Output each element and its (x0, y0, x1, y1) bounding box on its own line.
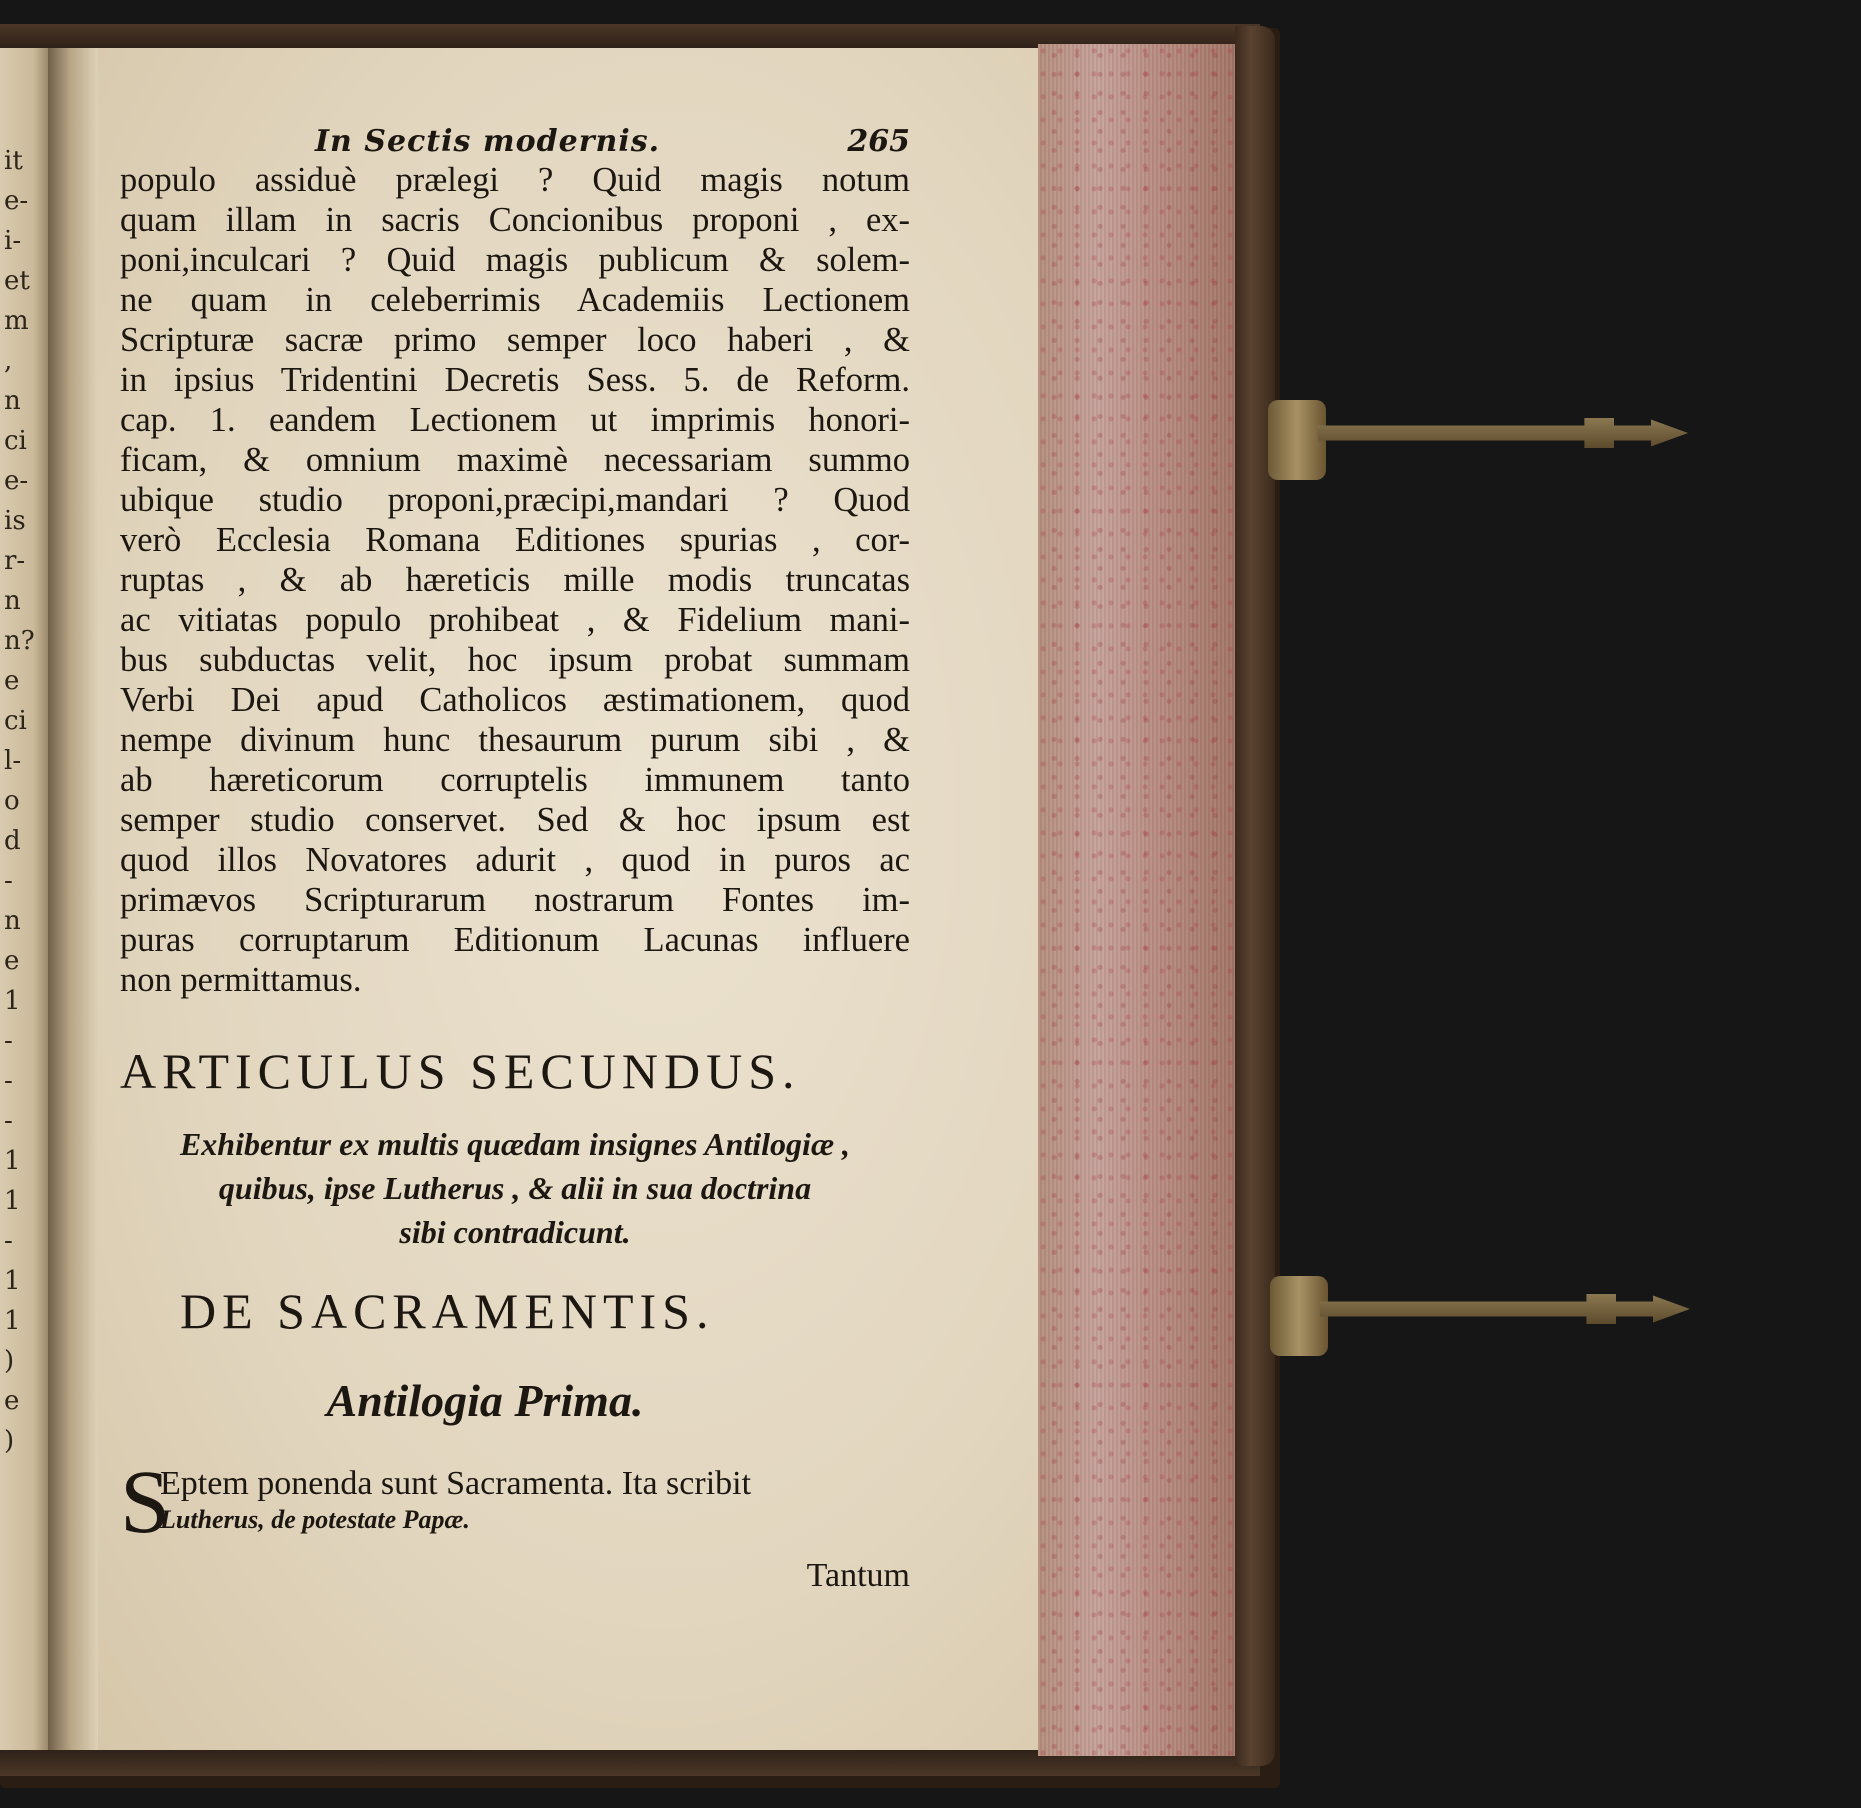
facing-page-fragment: n (4, 906, 21, 936)
article-heading: ARTICULUS SECUNDUS. (120, 1043, 801, 1099)
facing-page-fragment: e (4, 666, 20, 696)
catchword: Tantum (806, 1557, 910, 1594)
subtitle-line: quibus, ipse Lutherus , & alii in sua doctrina (218, 1170, 812, 1206)
running-head (120, 96, 910, 160)
body-line: populo assiduè prælegi ? Quid magis notum (120, 161, 910, 199)
facing-page-fragment: - (4, 1026, 13, 1056)
facing-page-fragment: l- (4, 746, 22, 776)
article-subtitle (120, 1122, 910, 1254)
clasp-bar-icon (1318, 418, 1688, 448)
facing-page-fragment: e (4, 946, 20, 976)
body-line: nempe divinum hunc thesaurum purum sibi , & (120, 721, 910, 759)
body-line: ab hæreticorum corruptelis immunem tanto (120, 761, 910, 799)
facing-page-fragment: o (4, 786, 20, 816)
opening-paragraph (120, 1453, 910, 1552)
facing-page-fragment: d (4, 826, 21, 856)
facing-page-fragment: et (4, 266, 30, 296)
facing-page-left (0, 48, 48, 1750)
page-fore-edge (1038, 44, 1238, 1756)
body-paragraph (120, 160, 910, 1000)
running-title: In Sectis modernis. (315, 124, 661, 159)
subtitle-line: Exhibentur ex multis quædam insignes Antilogiæ , (179, 1126, 851, 1162)
facing-page-fragment: - (4, 1226, 13, 1256)
facing-page-fragment: ) (4, 1346, 15, 1376)
facing-page-fragment: n? (4, 626, 35, 656)
facing-page-fragment: 1 (4, 986, 21, 1016)
body-line: ne quam in celeberrimis Academiis Lectionem (120, 281, 910, 319)
body-line: bus subductas velit, hoc ipsum probat summam (120, 641, 910, 679)
body-line: ficam, & omnium maximè necessariam summo (120, 441, 910, 479)
facing-page-fragment: 1 (4, 1186, 21, 1216)
facing-page-fragment: ) (4, 1426, 15, 1456)
facing-page-fragment: is (4, 506, 26, 536)
body-line: ruptas , & ab hæreticis mille modis truncatas (120, 561, 910, 599)
page-content (120, 96, 910, 1595)
drop-cap: S (120, 1453, 171, 1552)
facing-page-fragment: ci (4, 706, 27, 736)
body-line: poni,inculcari ? Quid magis publicum & solem- (120, 241, 910, 279)
body-line: verò Ecclesia Romana Editiones spurias , cor- (120, 521, 910, 559)
page-number: 265 (847, 124, 910, 159)
facing-page-fragment: , (4, 346, 13, 376)
body-line: Scripturæ sacræ primo semper loco haberi , & (120, 321, 910, 359)
facing-page-fragment: e- (4, 466, 29, 496)
opening-line: Eptem ponenda sunt Sacramenta. Ita scribit (160, 1465, 752, 1502)
body-line: puras corruptarum Editionum Lacunas influere (120, 921, 910, 959)
facing-page-fragment: 1 (4, 1266, 21, 1296)
facing-page-fragment: e (4, 1386, 20, 1416)
facing-page-fragment: it (4, 146, 23, 176)
facing-page-fragment: i- (4, 226, 22, 256)
body-line: cap. 1. eandem Lectionem ut imprimis honori- (120, 401, 910, 439)
cover-back-board (1235, 26, 1275, 1766)
antilogia-heading: Antilogia Prima. (326, 1375, 644, 1426)
facing-page-fragment: n (4, 586, 21, 616)
facing-page-fragment: - (4, 1066, 13, 1096)
body-line: non permittamus. (120, 961, 362, 999)
clasp-hinge-icon (1268, 400, 1326, 480)
body-line: ac vitiatas populo prohibeat , & Fidelium mani- (120, 601, 910, 639)
body-line: primævos Scripturarum nostrarum Fontes im- (120, 881, 910, 919)
facing-page-fragment: r- (4, 546, 26, 576)
facing-page-fragment: - (4, 866, 13, 896)
facing-page-fragment: 1 (4, 1306, 21, 1336)
body-line: quam illam in sacris Concionibus proponi , ex- (120, 201, 910, 239)
facing-page-fragment: ci (4, 426, 27, 456)
subtitle-line: sibi contradicunt. (399, 1214, 631, 1250)
clasp-bar-icon (1320, 1294, 1690, 1324)
body-line: semper studio conservet. Sed & hoc ipsum est (120, 801, 910, 839)
body-line: in ipsius Tridentini Decretis Sess. 5. de Reform. (120, 361, 910, 399)
facing-page-fragment: - (4, 1106, 13, 1136)
facing-page-fragment: e- (4, 186, 29, 216)
page-gutter (48, 48, 98, 1750)
facing-page-fragment: n (4, 386, 21, 416)
facing-page-fragment: 1 (4, 1146, 21, 1176)
facing-page-fragment: m (4, 306, 29, 336)
clasp-hinge-icon (1270, 1276, 1328, 1356)
opening-citation: Lutherus, de potestate Papæ. (160, 1505, 470, 1534)
body-line: ubique studio proponi,præcipi,mandari ? Quod (120, 481, 910, 519)
body-line: quod illos Novatores adurit , quod in puros ac (120, 841, 910, 879)
body-line: Verbi Dei apud Catholicos æstimationem, quod (120, 681, 910, 719)
section-heading: DE SACRAMENTIS. (180, 1283, 715, 1339)
